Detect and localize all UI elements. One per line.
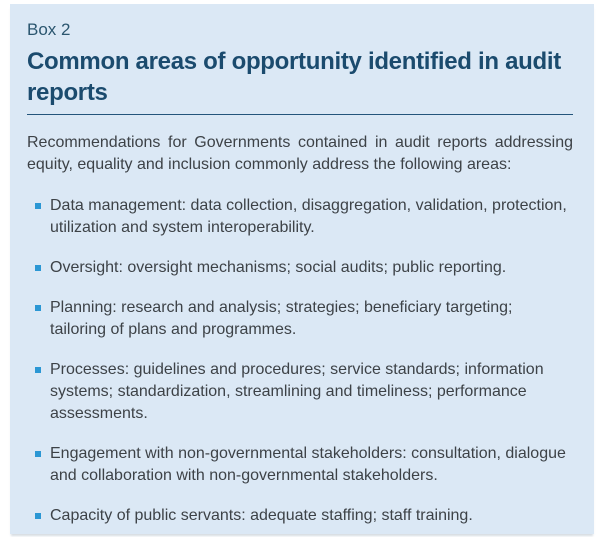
square-bullet-icon [35,513,41,519]
bullet-list [27,195,573,527]
list-item-text: Engagement with non-governmental stakeholders: consultation, dialogue and collaboration with non-governmental stakeholders. [50,445,566,484]
list-item [27,505,573,527]
list-item-text: Capacity of public servants: adequate staffing; staff training. [50,507,473,524]
box-title: Common areas of opportunity identified in audit reports [27,48,561,106]
square-bullet-icon [35,367,41,373]
square-bullet-icon [35,451,41,457]
list-item [27,195,573,239]
list-item [27,297,573,341]
list-item [27,443,573,487]
list-item [27,359,573,425]
list-item-text: Planning: research and analysis; strategies; beneficiary targeting; tailoring of plans and programmes. [50,299,513,338]
title-divider [27,114,573,115]
list-item-text: Processes: guidelines and procedures; service standards; information systems; standardization, streamlining and timeliness; performance assessments. [50,361,544,422]
list-item-text: Data management: data collection, disaggregation, validation, protection, utilization and system interoperability. [50,197,567,236]
intro-paragraph: Recommendations for Governments contained in audit reports addressing equity, equality and inclusion commonly address the following areas: [27,134,573,173]
square-bullet-icon [35,305,41,311]
box-2-callout [10,4,594,534]
square-bullet-icon [35,203,41,209]
list-item-text: Oversight: oversight mechanisms; social audits; public reporting. [50,259,507,276]
list-item [27,257,573,279]
square-bullet-icon [35,265,41,271]
box-label: Box 2 [27,20,71,39]
